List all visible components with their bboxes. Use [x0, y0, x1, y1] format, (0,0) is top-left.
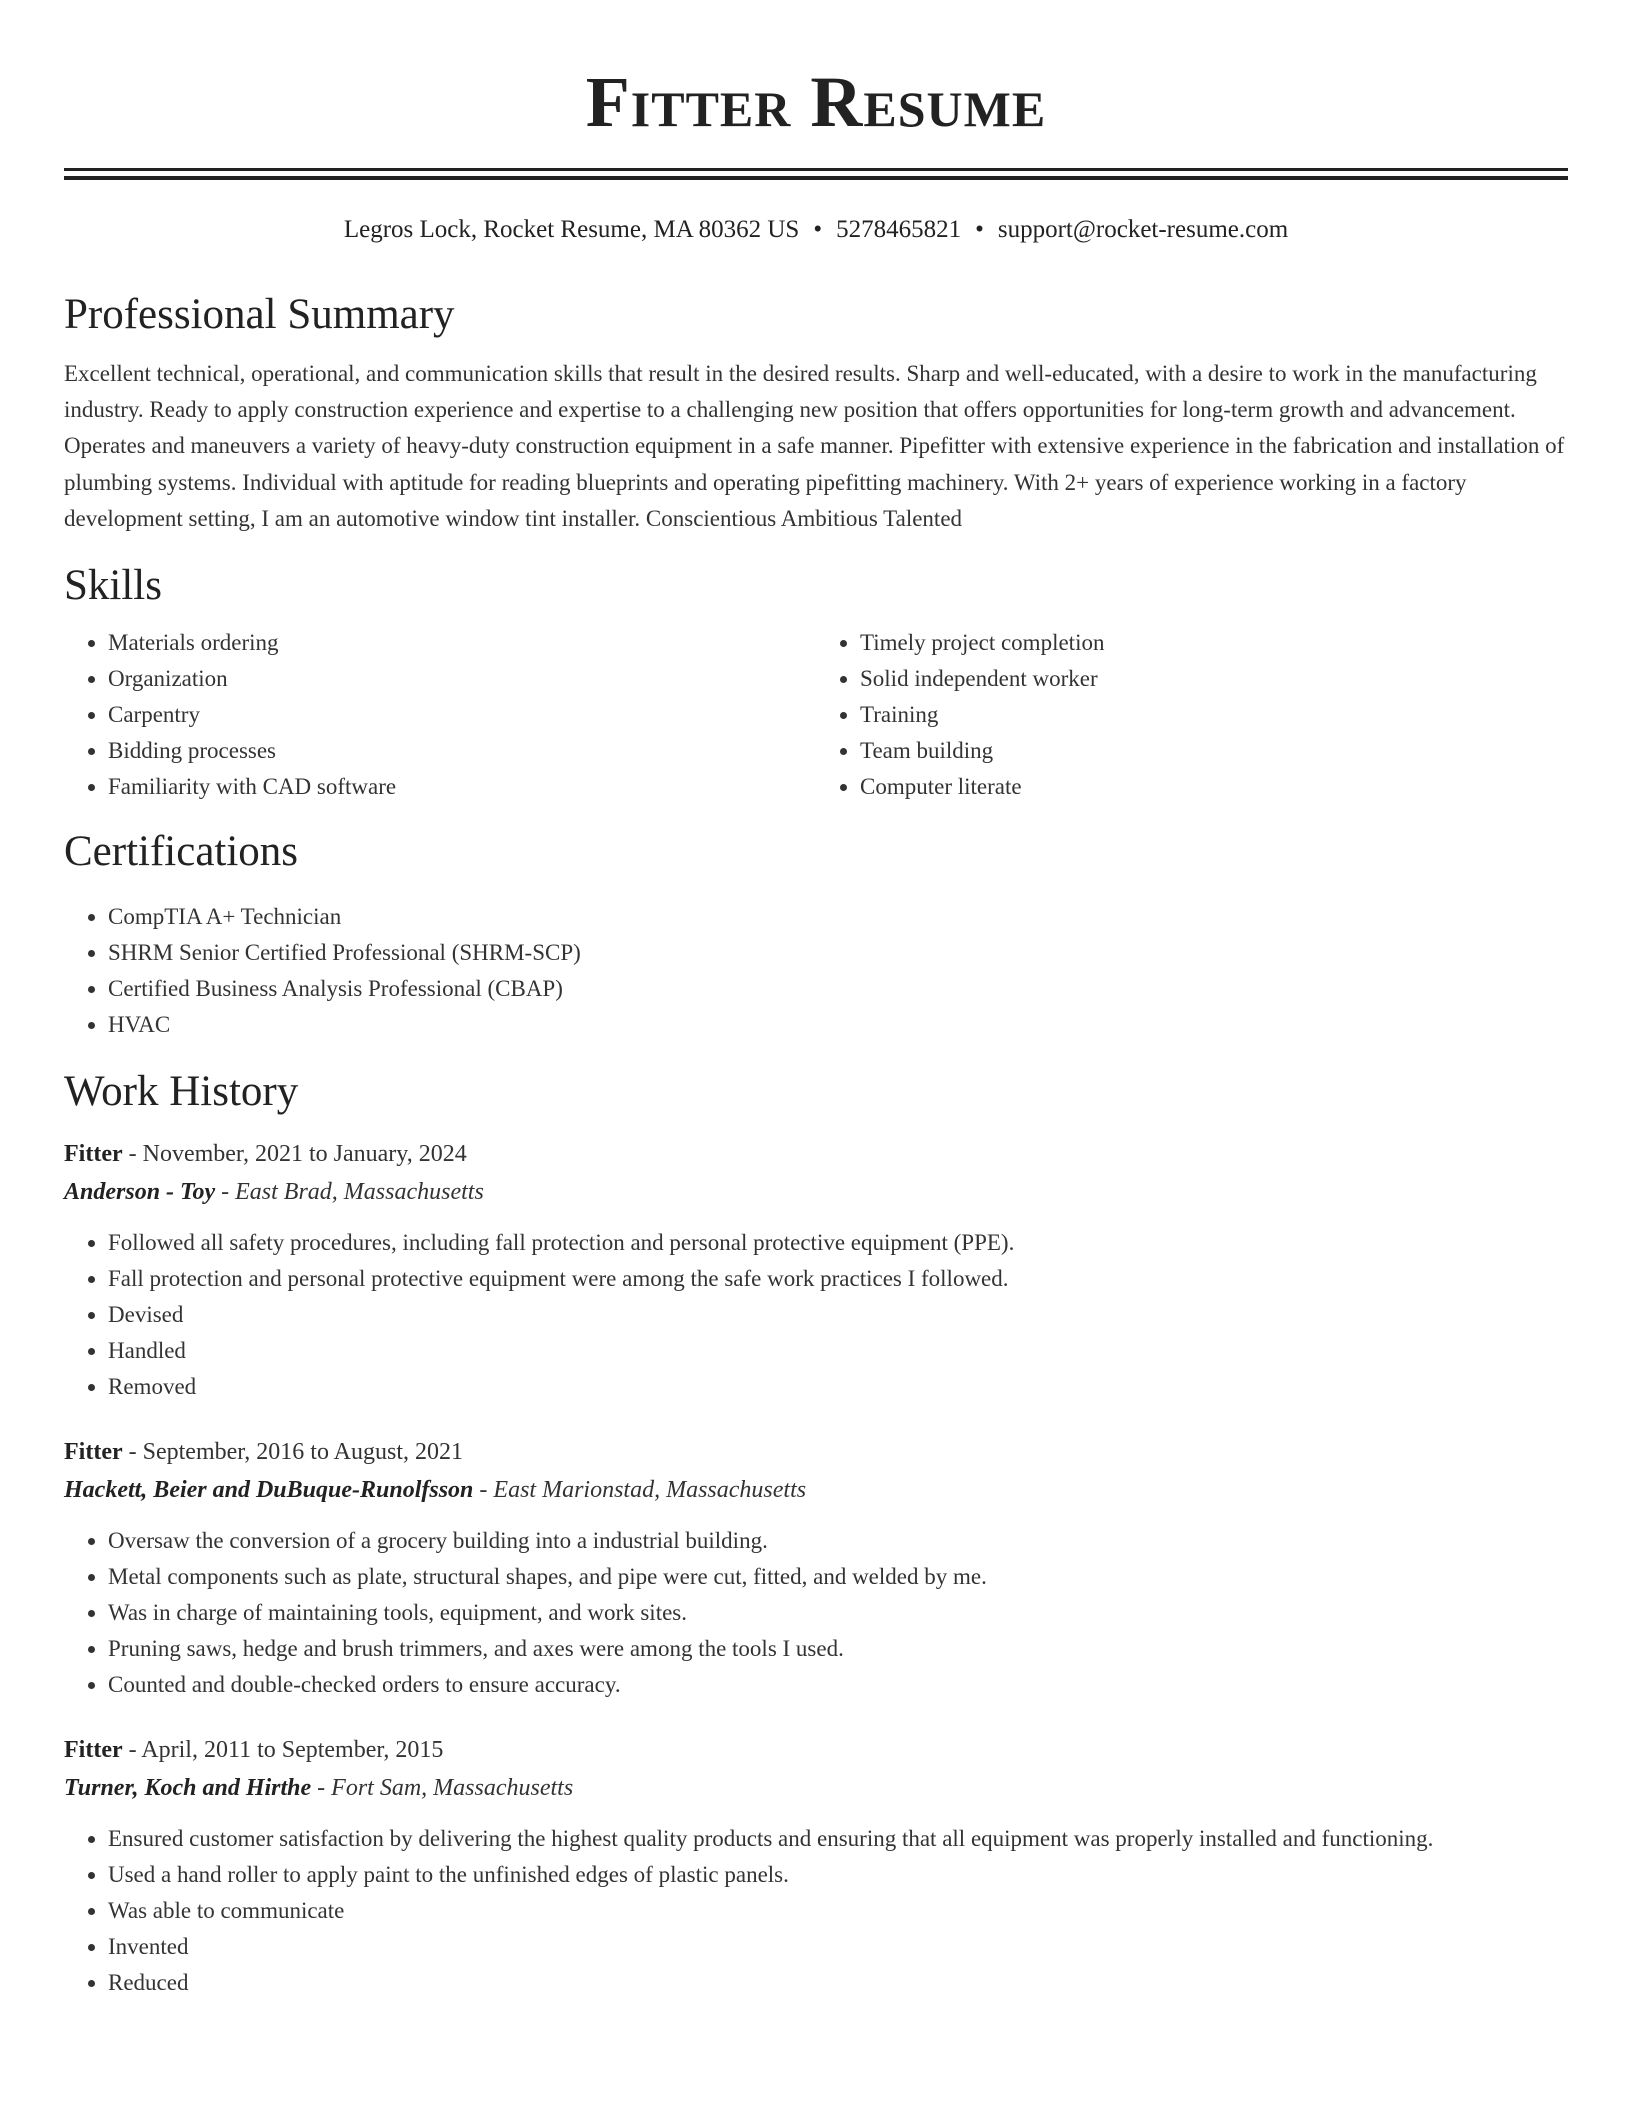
- skill-item: • Team building: [860, 733, 1568, 769]
- contact-email: support@rocket-resume.com: [997, 216, 1289, 243]
- job-company-line: Turner, Koch and Hirthe - Fort Sam, Massachusetts: [64, 1775, 574, 1802]
- job-company: Hackett, Beier and DuBuque-Runolfsson: [64, 1477, 474, 1504]
- job-bullet: • Counted and double-checked orders to ensure accuracy.: [108, 1667, 1568, 1703]
- job-dates: November, 2021 to January, 2024: [142, 1141, 467, 1168]
- skill-item: • Computer literate: [860, 769, 1568, 805]
- contact-line: [64, 214, 1568, 246]
- job-bullets: [64, 1523, 1568, 1703]
- skills-list-right: [816, 625, 1568, 805]
- job-title-line: Fitter - September, 2016 to August, 2021: [64, 1439, 463, 1466]
- skills-columns: [64, 625, 1568, 805]
- job-company: Turner, Koch and Hirthe: [64, 1775, 312, 1802]
- certifications-heading: Certifications: [64, 828, 299, 876]
- skill-item: • Carpentry: [108, 697, 816, 733]
- job-bullet: • Devised: [108, 1297, 1568, 1333]
- job-bullet: • Used a hand roller to apply paint to the unfinished edges of plastic panels.: [108, 1857, 1568, 1893]
- certification-item: • HVAC: [108, 1007, 1568, 1043]
- skill-item: • Organization: [108, 661, 816, 697]
- skill-item: • Familiarity with CAD software: [108, 769, 816, 805]
- job-bullets: [64, 1225, 1568, 1405]
- job-title-line: Fitter - November, 2021 to January, 2024: [64, 1141, 467, 1168]
- job-location: East Brad, Massachusetts: [235, 1179, 484, 1206]
- page-title: Fitter Resume: [585, 62, 1047, 142]
- job-bullet: • Ensured customer satisfaction by delivering the highest quality products and ensuring that all equipment was properly installed and functioning.: [108, 1821, 1568, 1857]
- job-entry: [64, 1731, 1568, 2001]
- job-company-line: Hackett, Beier and DuBuque-Runolfsson - East Marionstad, Massachusetts: [64, 1477, 807, 1504]
- job-entry: [64, 1135, 1568, 1405]
- job-bullet: • Removed: [108, 1369, 1568, 1405]
- job-title: Fitter: [64, 1141, 123, 1168]
- job-bullet: • Metal components such as plate, structural shapes, and pipe were cut, fitted, and welded by me.: [108, 1559, 1568, 1595]
- skills-list-left: [64, 625, 816, 805]
- skill-item: • Bidding processes: [108, 733, 816, 769]
- contact-separator: •: [813, 216, 823, 243]
- contact-address: Legros Lock, Rocket Resume, MA 80362 US: [343, 216, 800, 243]
- skill-item: • Materials ordering: [108, 625, 816, 661]
- contact-separator: •: [975, 216, 984, 243]
- skills-heading: Skills: [64, 562, 162, 610]
- job-company: Anderson - Toy: [64, 1179, 216, 1206]
- job-location: Fort Sam, Massachusetts: [331, 1775, 574, 1802]
- summary-text: Excellent technical, operational, and communication skills that result in the desired results. Sharp and well-educated, with a desire to work in the manufacturing industry. Ready to apply construction experience and expertise to a challenging new position that offers opportunities for long-term growth and advancement. Operates and maneuvers a variety of heavy-duty construction equipment in a safe manner. Pipefitter with extensive experience in the fabrication and installation of plumbing systems. Individual with aptitude for reading blueprints and operating pipefitting machinery. With 2+ years of experience working in a factory development setting, I am an automotive window tint installer. Conscientious Ambitious Talented: [64, 361, 1565, 531]
- job-bullet: • Was able to communicate: [108, 1893, 1568, 1929]
- job-company-line: Anderson - Toy - East Brad, Massachusetts: [64, 1179, 484, 1206]
- title-divider: [64, 168, 1568, 180]
- job-bullet: • Pruning saws, hedge and brush trimmers, and axes were among the tools I used.: [108, 1631, 1568, 1667]
- skill-item: • Timely project completion: [860, 625, 1568, 661]
- job-dates: April, 2011 to September, 2015: [141, 1737, 444, 1764]
- certification-item: • SHRM Senior Certified Professional (SHRM-SCP): [108, 935, 1568, 971]
- job-bullet: • Followed all safety procedures, including fall protection and personal protective equipment (PPE).: [108, 1225, 1568, 1261]
- job-title: Fitter: [64, 1439, 123, 1466]
- job-location: East Marionstad, Massachusetts: [493, 1477, 807, 1504]
- work-history-heading: Work History: [64, 1068, 299, 1116]
- job-dates: September, 2016 to August, 2021: [142, 1439, 463, 1466]
- job-bullet: • Invented: [108, 1929, 1568, 1965]
- job-bullets: [64, 1821, 1568, 2001]
- skill-item: • Solid independent worker: [860, 661, 1568, 697]
- job-bullet: • Oversaw the conversion of a grocery building into a industrial building.: [108, 1523, 1568, 1559]
- job-entry: [64, 1433, 1568, 1703]
- job-bullet: • Handled: [108, 1333, 1568, 1369]
- certification-item: • Certified Business Analysis Professional (CBAP): [108, 971, 1568, 1007]
- certifications-list: [64, 899, 1568, 1043]
- job-bullet: • Reduced: [108, 1965, 1568, 2001]
- contact-phone: 5278465821: [836, 216, 962, 243]
- summary-heading: Professional Summary: [64, 291, 455, 338]
- job-title: Fitter: [64, 1737, 123, 1764]
- job-bullet: • Fall protection and personal protective equipment were among the safe work practices I followed.: [108, 1261, 1568, 1297]
- job-title-line: Fitter - April, 2011 to September, 2015: [64, 1737, 444, 1764]
- certification-item: • CompTIA A+ Technician: [108, 899, 1568, 935]
- skill-item: • Training: [860, 697, 1568, 733]
- job-bullet: • Was in charge of maintaining tools, equipment, and work sites.: [108, 1595, 1568, 1631]
